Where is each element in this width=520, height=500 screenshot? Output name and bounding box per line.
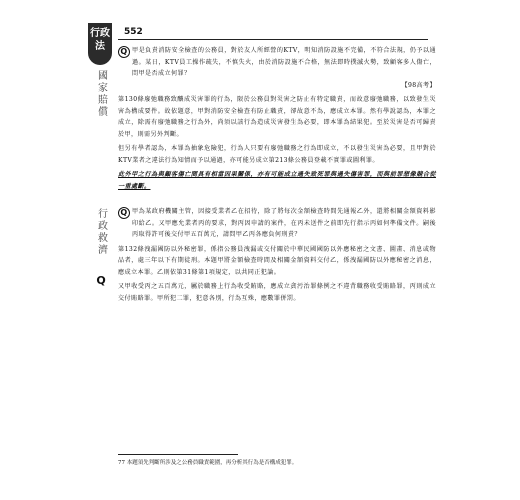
chapter-tab-bottom: 法 bbox=[95, 41, 105, 52]
main-text bbox=[118, 45, 436, 304]
page-number: 552 bbox=[124, 27, 143, 37]
header-rule bbox=[118, 39, 428, 40]
chapter-tab-top: 行政 bbox=[90, 28, 110, 39]
side-label-2: 行政救濟 bbox=[95, 208, 107, 256]
question-1 bbox=[118, 45, 436, 91]
answer-2-para-1: 第132條洩漏國防以外秘密罪，係指公務員洩漏或交付關於中華民國國防以外應秘密之文書、圖畫、消息或物品者，處三年以下有期徒刑。本題甲將金額檢查時間及相關金額資料交付乙，係洩漏國防以外應秘密之消息，應成立本罪。乙則依第31條第1項規定，以共同正犯論。 bbox=[118, 245, 436, 276]
question-icon: Q bbox=[118, 207, 130, 219]
question-icon: Q bbox=[118, 46, 130, 58]
footnote: 77 本題須先判斷所涉及之公務員職責範圍，再分析其行為是否構成犯罪。 bbox=[118, 460, 298, 466]
answer-1-para-2: 但另有學者認為，本罪為抽象危險犯，行為人只要有廢弛職務之行為即成立，不以發生災害為必要，且甲對於KTV業者之違法行為知情而予以通過，亦可能另成立第213條公務員登載不實罪或圖利罪。 bbox=[118, 145, 436, 164]
footnote-rule bbox=[118, 454, 238, 455]
question-2 bbox=[118, 206, 436, 241]
answer-1-para-1: 第130條廢弛職務致釀成災害罪的行為，限於公務員對災害之防止有特定職責，而故意廢弛職務，以致發生災害為構成要件。故依題意，甲對消防安全檢查有防止職責，卻故意不為，應成立本罪。然有學說認為，本罪之成立，除需有廢弛職務之行為外，尚須以該行為造成災害發生為必要，即本罪為結果犯。至於災害是否可歸責於甲，則需另外判斷。 bbox=[118, 96, 436, 138]
chapter-tab bbox=[88, 23, 112, 65]
answer-2-para-2: 又甲收受丙之五百萬元，屬於職務上行為收受賄賂，應成立貪污治罪條例之不違背職務收受賄賂罪，丙則成立交付賄賂罪。甲所犯二罪，犯意各別，行為互殊，應數罪併罰。 bbox=[118, 283, 436, 302]
side-label-1: 國家賠償 bbox=[95, 70, 107, 118]
question-1-source: 【98高考】 bbox=[401, 81, 436, 89]
question-2-text: 甲為某政府機關主管，因接受業者乙在招待，除了將每次金額檢查時間先通報乙外，還將相關金額資料影印給乙。又甲應允業者丙的要求，對丙因申請的案件，在丙未送件之前即先行指示丙如何準備文件。嗣後丙取得許可後交付甲五百萬元，請問甲乙丙各應負何刑責？ bbox=[132, 208, 436, 238]
answer-1-para-3: 此外甲之行為與顧客傷亡間具有相當因果關係，亦有可能成立過失致死罪與過失傷害罪，而與前罪想像競合從一重處斷。 bbox=[118, 171, 436, 190]
section-gap bbox=[118, 192, 436, 206]
question-1-text: 甲是負責消防安全檢查的公務員，對於友人所經營的KTV，明知消防設施不完備，不符合法規，仍予以通過。某日，KTV員工操作疏失，不慎失火，由於消防設施不合格，無法即時撲滅火勢，致顧客多人傷亡，問甲是否成立何罪？ bbox=[132, 47, 436, 77]
side-q-mark: Q bbox=[96, 274, 106, 287]
side-labels bbox=[88, 70, 114, 287]
